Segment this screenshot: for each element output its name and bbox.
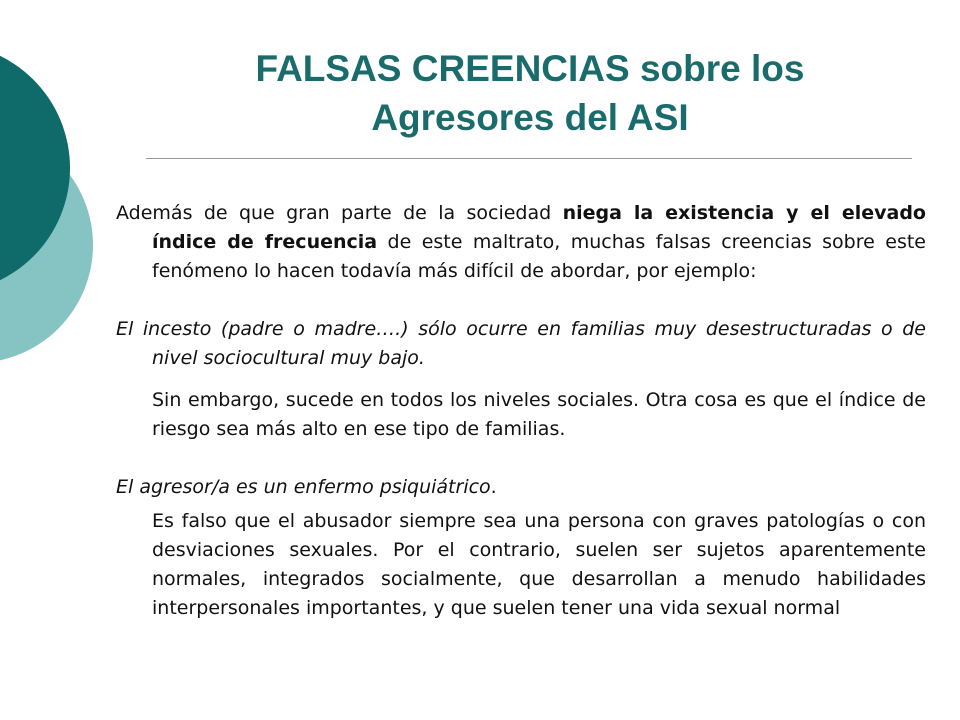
intro-paragraph	[116, 199, 926, 286]
slide-body	[116, 199, 926, 623]
intro-text-end: de este maltrato, muchas falsas creencias sobre este fenómeno lo hacen todavía más difícil de abordar, por ejemplo:	[152, 231, 926, 282]
belief-2-period: .	[490, 476, 497, 498]
slide-title	[150, 44, 910, 142]
belief-1-statement: El incesto (padre o madre….) sólo ocurre en familias muy desestructuradas o de nivel sociocultural muy bajo.	[116, 318, 926, 369]
intro-emphasis: niega la existencia y el elevado índice de frecuencia	[152, 202, 926, 253]
belief-2-rebuttal: Es falso que el abusador siempre sea una persona con graves patologías o con desviaciones sexuales. Por el contrario, suelen ser sujetos aparentemente normales, integrados socialmente, que desarrollan a menudo habilidades interpersonales importantes, y que suelen tener una vida sexual normal	[152, 510, 926, 619]
intro-text-start: Además de que gran parte de la sociedad	[116, 202, 563, 224]
belief-2-paragraph	[116, 473, 926, 502]
belief-2-statement: El agresor/a es un enfermo psiquiátrico	[116, 476, 491, 498]
decorative-circles	[0, 0, 120, 400]
belief-1-rebuttal: Sin embargo, sucede en todos los niveles sociales. Otra cosa es que el índice de riesgo sea más alto en ese tipo de familias.	[152, 389, 926, 440]
title-line-2: Agresores del ASI	[371, 97, 689, 138]
title-line-1: FALSAS CREENCIAS sobre los	[255, 48, 805, 89]
title-divider	[146, 158, 912, 159]
